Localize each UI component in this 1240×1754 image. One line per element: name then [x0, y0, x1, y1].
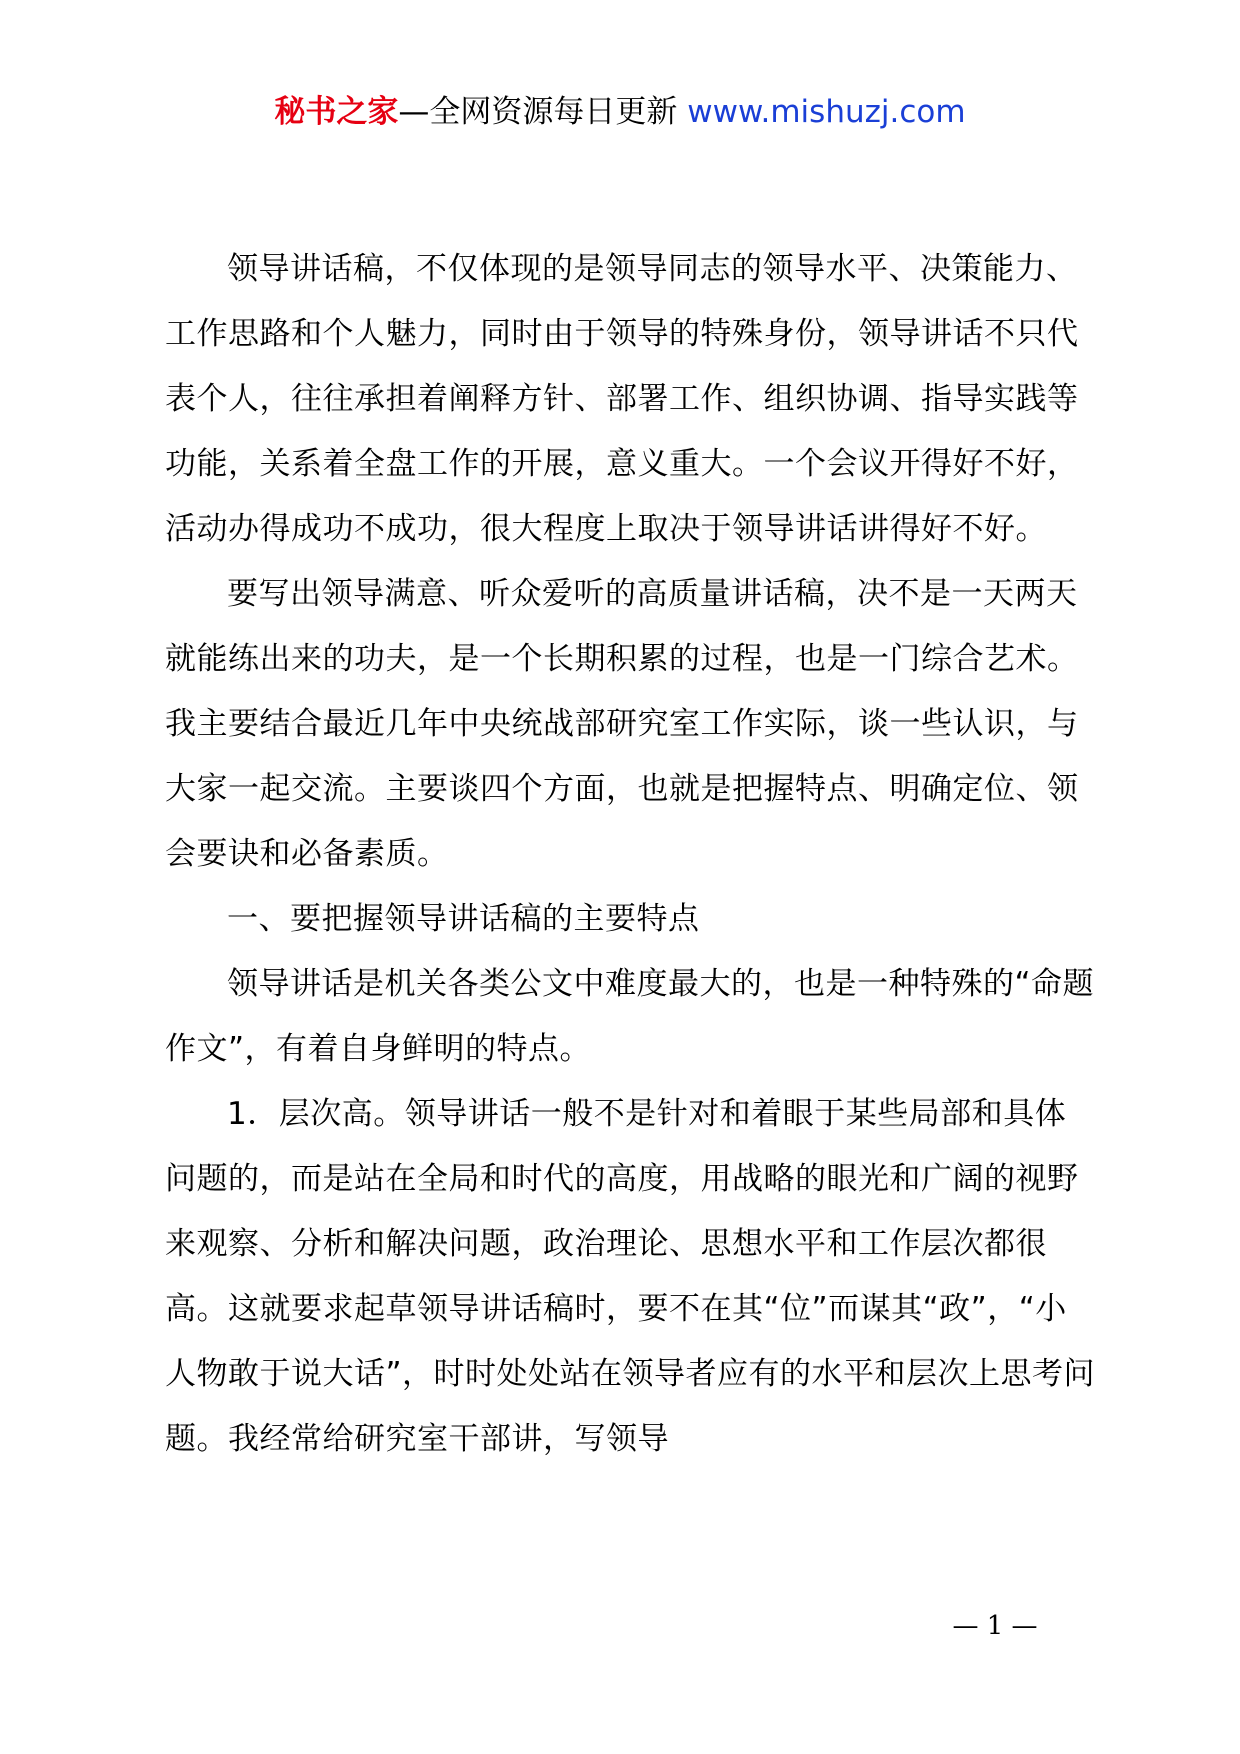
section-heading-1: 一、要把握领导讲话稿的主要特点 — [227, 901, 700, 937]
paragraph-point-1: 1．层次高。领导讲话一般不是针对和着眼于某些局部和具体问题的，而是站在全局和时代的高度，用战略的眼光和广阔的视野来观察、分析和解决问题，政治理论、思想水平和工作层次都很高。这就要求起草领导讲话稿时，要不在其“位”而谋其“政”，“小人物敢于说大话”，时时处处站在领导者应有的水平和层次上思考问题。我经常给研究室干部讲，写领导 — [165, 1096, 1096, 1457]
site-url-link[interactable]: www.mishuzj.com — [687, 94, 966, 130]
paragraph-section-intro: 领导讲话是机关各类公文中难度最大的，也是一种特殊的“命题作文”，有着自身鲜明的特点。 — [165, 966, 1095, 1067]
page-number: — 1 — — [952, 1611, 1038, 1641]
paragraph-purpose: 要写出领导满意、听众爱听的高质量讲话稿，决不是一天两天就能练出来的功夫，是一个长期积累的过程，也是一门综合艺术。我主要结合最近几年中央统战部研究室工作实际，谈一些认识，与大家一起交流。主要谈四个方面，也就是把握特点、明确定位、领会要诀和必备素质。 — [165, 576, 1079, 872]
document-body — [165, 237, 1097, 1472]
header-tagline: —全网资源每日更新 — [398, 94, 678, 130]
site-header — [0, 92, 1240, 132]
brand-name: 秘书之家 — [274, 94, 399, 130]
paragraph-intro: 领导讲话稿，不仅体现的是领导同志的领导水平、决策能力、工作思路和个人魅力，同时由于领导的特殊身份，领导讲话不只代表个人，往往承担着阐释方针、部署工作、组织协调、指导实践等功能，关系着全盘工作的开展，意义重大。一个会议开得好不好，活动办得成功不成功，很大程度上取决于领导讲话讲得好不好。 — [165, 251, 1079, 547]
